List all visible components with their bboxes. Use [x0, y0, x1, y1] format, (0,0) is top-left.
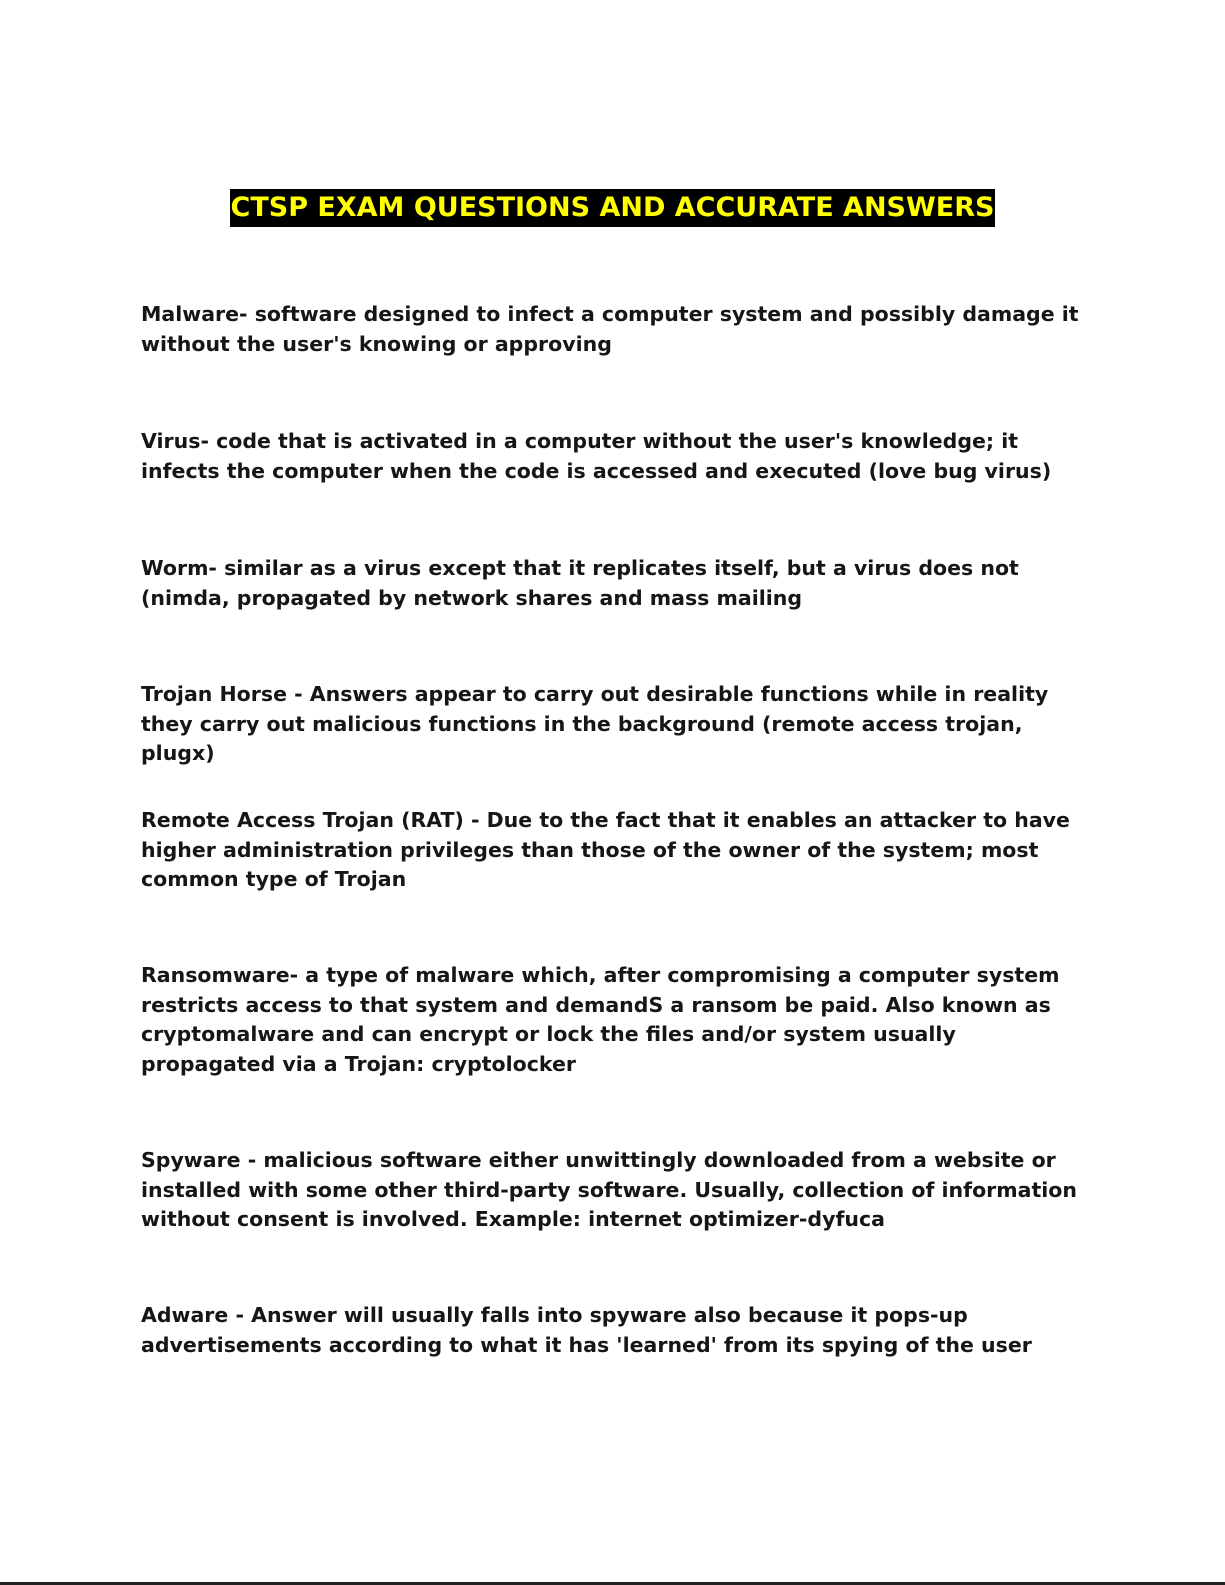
title-container: [0, 189, 1225, 227]
page-title: CTSP EXAM QUESTIONS AND ACCURATE ANSWERS: [230, 189, 996, 227]
entry-trojan-horse: Trojan Horse - Answers appear to carry out desirable functions while in reality they carry out malicious functions in the background (remote access trojan, plugx): [141, 682, 1049, 765]
entry-virus: Virus- code that is activated in a computer without the user's knowledge; it infects the computer when the code is accessed and executed (love bug virus): [141, 429, 1052, 483]
entry-ransomware: Ransomware- a type of malware which, after compromising a computer system restricts access to that system and demandS a ransom be paid. Also known as cryptomalware and can encrypt or lock the files and/or system usually propagated via a Trojan: cryptolocker: [141, 963, 1060, 1076]
entry-spyware: Spyware - malicious software either unwittingly downloaded from a website or installed with some other third-party software. Usually, collection of information without consent is involved. Example: internet optimizer-dyfuca: [141, 1148, 1077, 1231]
entry-worm: Worm- similar as a virus except that it replicates itself, but a virus does not (nimda, propagated by network shares and mass mailing: [141, 556, 1019, 610]
entry-malware: Malware- software designed to infect a computer system and possibly damage it without the user's knowing or approving: [141, 302, 1079, 356]
entry-adware: Adware - Answer will usually falls into spyware also because it pops-up advertisements according to what it has 'learned' from its spying of the user: [141, 1303, 1032, 1357]
entry-remote-access-trojan: Remote Access Trojan (RAT) - Due to the fact that it enables an attacker to have higher administration privileges than those of the owner of the system; most common type of Trojan: [141, 808, 1070, 891]
